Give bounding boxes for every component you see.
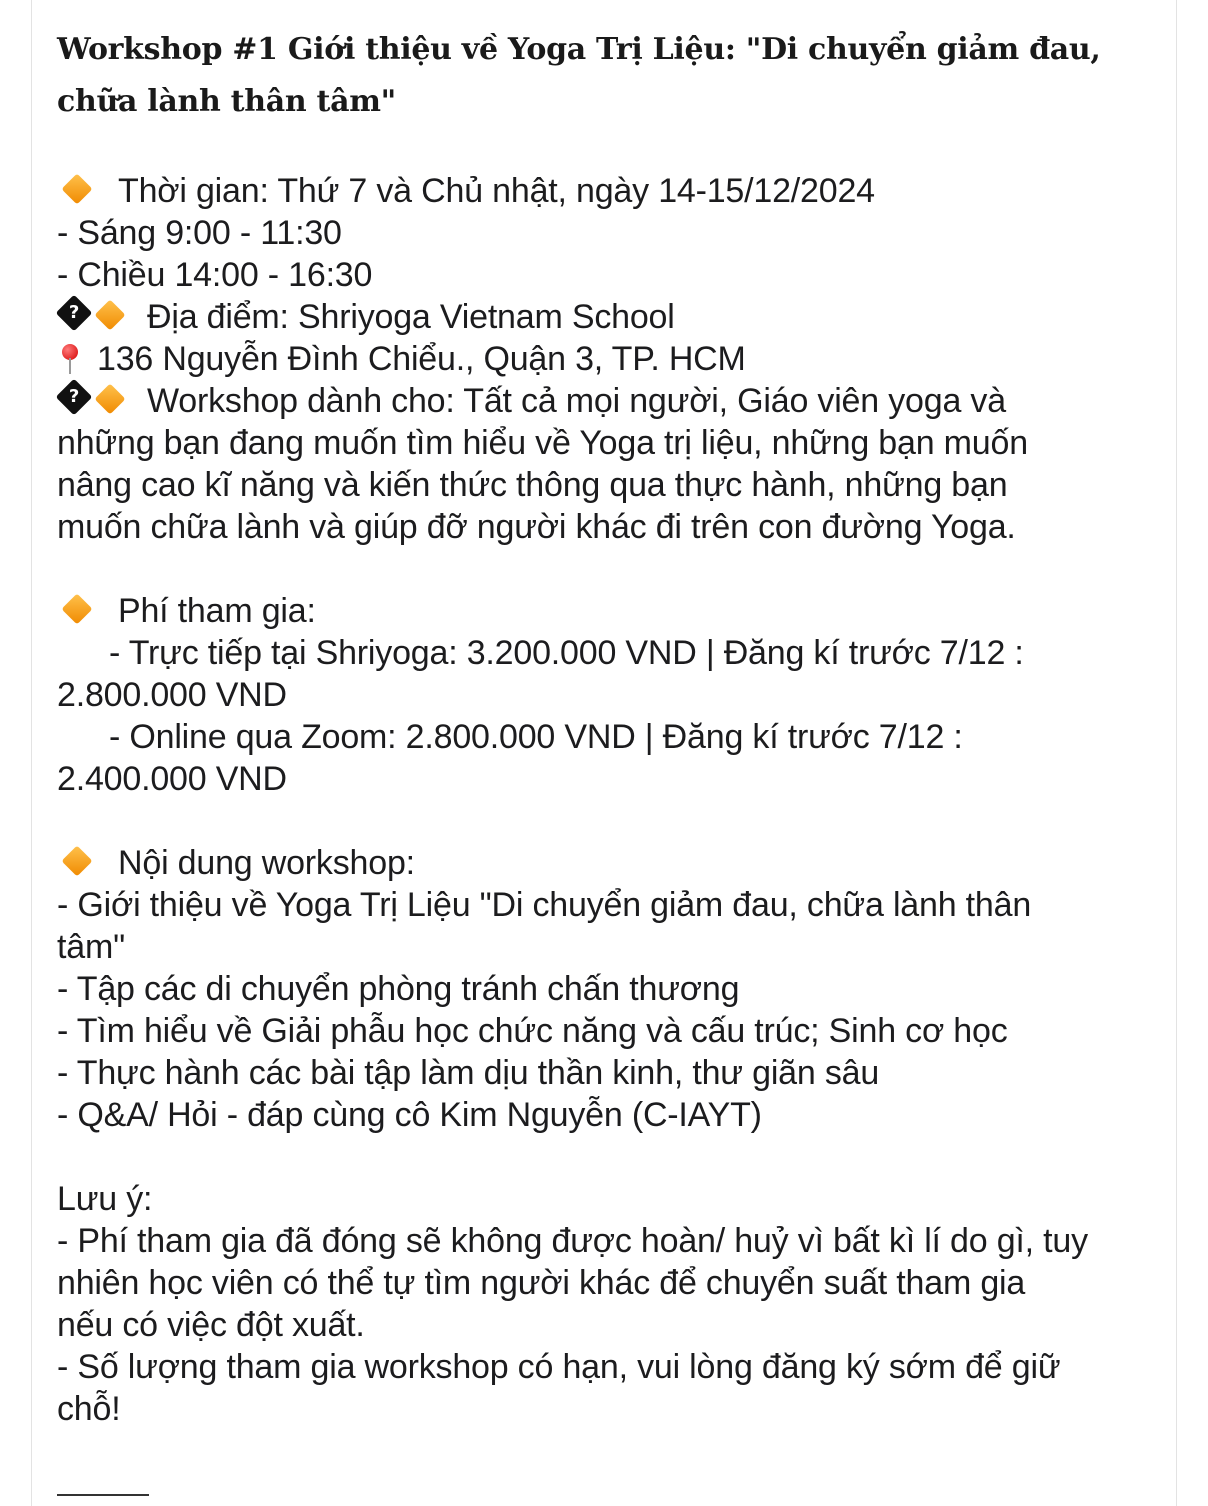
schedule-afternoon: - Chiều 14:00 - 16:30 (57, 256, 373, 294)
fees-heading (57, 590, 1167, 632)
content-item-3: - Tìm hiểu về Giải phẫu học chức năng và cấu trúc; Sinh cơ học (57, 1012, 1008, 1050)
round-pushpin-icon (57, 342, 85, 374)
orange-diamond-icon (61, 173, 92, 204)
orange-diamond-icon (94, 383, 125, 414)
orange-diamond-icon (61, 593, 92, 624)
unknown-glyph-icon: ? (56, 295, 93, 332)
notes-label: Lưu ý: (57, 1180, 153, 1218)
content-item-1-line-2: tâm" (57, 928, 125, 966)
post-title: Workshop #1 Giới thiệu về Yoga Trị Liệu: "Di chuyển giảm đau, chữa lành thân tâm" (57, 32, 1101, 119)
note-2-line-2: chỗ! (57, 1390, 121, 1428)
audience-line-1 (57, 380, 1167, 422)
note-1-line-1: - Phí tham gia đã đóng sẽ không được hoàn/ huỷ vì bất kì lí do gì, tuy (57, 1222, 1088, 1260)
content-item-1-line-1: - Giới thiệu về Yoga Trị Liệu "Di chuyển giảm đau, chữa lành thân (57, 886, 1032, 924)
fees-label: Phí tham gia: (118, 592, 316, 630)
schedule-line (57, 170, 1167, 212)
spacer (57, 800, 1167, 842)
location-line (57, 296, 1167, 338)
orange-diamond-icon (94, 299, 125, 330)
note-1-line-3: nếu có việc đột xuất. (57, 1306, 365, 1344)
note-1-line-2: nhiên học viên có thể tự tìm người khác để chuyển suất tham gia (57, 1264, 1026, 1302)
spacer (57, 1136, 1167, 1178)
fee-direct-line-1: - Trực tiếp tại Shriyoga: 3.200.000 VND | Đăng kí trước 7/12 : (109, 634, 1024, 672)
audience-line-2: những bạn đang muốn tìm hiểu về Yoga trị liệu, những bạn muốn (57, 424, 1028, 462)
unknown-glyph-icon: ? (56, 379, 93, 416)
audience-line-4: muốn chữa lành và giúp đỡ người khác đi trên con đường Yoga. (57, 508, 1016, 546)
schedule-morning: - Sáng 9:00 - 11:30 (57, 214, 342, 252)
audience-line-3: nâng cao kĩ năng và kiến thức thông qua thực hành, những bạn (57, 466, 1008, 504)
post-body (57, 170, 1167, 1430)
location-label: Địa điểm: Shriyoga Vietnam School (147, 298, 675, 336)
fee-online-line-1: - Online qua Zoom: 2.800.000 VND | Đăng kí trước 7/12 : (109, 718, 963, 756)
fee-direct-line-2: 2.800.000 VND (57, 676, 287, 714)
orange-diamond-icon (61, 845, 92, 876)
audience-text-1: Workshop dành cho: Tất cả mọi người, Giáo viên yoga và (147, 382, 1006, 420)
schedule-time-label: Thời gian: Thứ 7 và Chủ nhật, ngày 14-15/12/2024 (118, 172, 875, 210)
fee-online-line-2: 2.400.000 VND (57, 760, 287, 798)
content-label: Nội dung workshop: (118, 844, 415, 882)
spacer (57, 548, 1167, 590)
divider (57, 1494, 149, 1496)
content-item-5: - Q&A/ Hỏi - đáp cùng cô Kim Nguyễn (C-IAYT) (57, 1096, 762, 1134)
content-heading (57, 842, 1167, 884)
address-line (57, 338, 1167, 380)
content-item-2: - Tập các di chuyển phòng tránh chấn thương (57, 970, 740, 1008)
note-2-line-1: - Số lượng tham gia workshop có hạn, vui lòng đăng ký sớm để giữ (57, 1348, 1061, 1386)
location-address: 136 Nguyễn Đình Chiểu., Quận 3, TP. HCM (97, 340, 746, 378)
content-item-4: - Thực hành các bài tập làm dịu thần kinh, thư giãn sâu (57, 1054, 880, 1092)
